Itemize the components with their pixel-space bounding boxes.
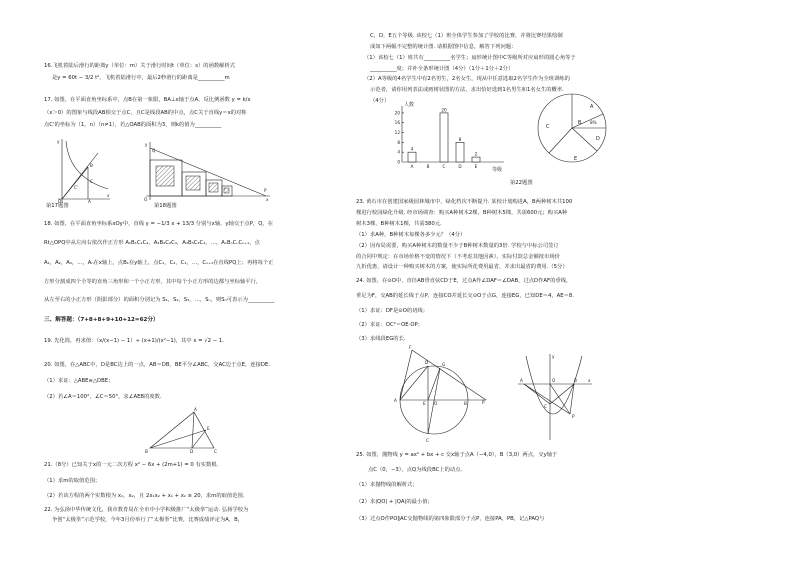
q21-text-1: 21.（8分）已知关于x的一元二次方程 x² − 6x + (2m+1) = 0 有实数根. <box>44 462 219 468</box>
svg-text:A: A <box>88 199 91 203</box>
bar-category-label: E <box>474 164 478 169</box>
pie-label-a: A <box>590 104 594 110</box>
q25-text-2: 点C（0，−3），点Q为线段BC上的动点. <box>368 467 463 473</box>
q23-part-2: （2）因布局需要，购买A种树木的数量不少于B种树木数量的3倍. 学校与中标公司签订 <box>356 243 559 249</box>
bar-chart-ytick: 16 <box>394 120 400 126</box>
bar-chart <box>384 100 508 172</box>
figure-24 <box>392 342 488 444</box>
svg-text:x: x <box>107 193 110 198</box>
q23-text-2: 棵进行校园绿化升级. 经市场调查：购买A种树木2棵，B种树木5棵，共需600元；购买A种 <box>356 210 568 216</box>
svg-text:C: C <box>426 438 429 443</box>
q20-part-1: （1）求证：△ABE≌△DBE； <box>44 378 114 384</box>
svg-text:A: A <box>394 398 397 403</box>
svg-text:A: A <box>520 378 523 383</box>
figure-25 <box>516 352 594 442</box>
bar-data-label: 8 <box>458 136 462 142</box>
q23-text-1: 23. 黄石市在创建国家级园林城市中，绿化档次不断提升. 某校计划购进A，B两种树木共100 <box>356 199 573 205</box>
pie-annotation: 8% <box>590 120 597 125</box>
q18-text-3: A₁，A₂，A₃，…，Aₙ在x轴上，点B₁在y轴上，点C₁，C₂，C₃，…，Cₙ₊₁在直线PQ上；再将每个正 <box>44 260 274 266</box>
figure-17 <box>52 137 112 203</box>
q20-text-1: 20. 如图，在△ABC中，D是BC边上的一点，AB＝DB，BE平分∠ABC，交AC边于点E，连接DE. <box>44 362 271 368</box>
pie-slice-edge <box>572 128 597 151</box>
svg-text:D: D <box>190 449 194 454</box>
q22-part-2: （2）A等级的4名学生中有2名男生，2名女生，现从中任意选取2名学生作为全班训练的 <box>364 76 570 82</box>
svg-text:y: y <box>57 139 60 144</box>
q19-text: 19. 先化简，再求值：（x/(x−1) − 1）÷ (x+1)/(x²−1)，其中 x = √2 − 1. <box>44 338 224 344</box>
figure-20 <box>144 406 220 454</box>
svg-text:O: O <box>552 378 556 383</box>
q18-text-5: 从左至右的小正方形（阴影部分）的面积分别记为 S₁，S₂，S₃，…，Sₙ，则Sₙ可表示为__________ <box>44 297 275 303</box>
svg-text:P: P <box>264 188 267 193</box>
svg-text:B: B <box>145 449 148 454</box>
q23-text-3: 树木3棵，B种树木1棵，共需380元. <box>356 221 442 227</box>
bar-chart-ytick: 4 <box>397 149 400 155</box>
bar-data-label: 2 <box>474 151 478 157</box>
bar-data-label: 20 <box>441 107 447 113</box>
bar-a <box>408 152 416 162</box>
svg-text:P: P <box>482 400 485 405</box>
right-column <box>356 0 760 562</box>
q23-part-1: （1）求A种，B种树木每棵各多少元？（4分） <box>356 232 466 238</box>
q25-part-3: （3）过点O作PO∥AC交抛物线的第四象限部分于点P，连接PA，PB，记△PAQ与 <box>356 516 545 522</box>
svg-text:B: B <box>574 378 577 383</box>
q22-text-4: 成如下两幅不完整的统计图. 请根据图中信息，解答下列问题： <box>370 44 517 50</box>
bar-data-label: 4 <box>410 146 414 152</box>
figure-18 <box>142 140 272 202</box>
q17-text-2: （x＞0）的图象与线段AB相交于点C，且C是线段AB的中点，点C关于直线y＝x的对称 <box>44 110 247 116</box>
q18-text-4: 方形分割成四个全等的直角三角形和一个小正方形，其中每个小正方形的边都与坐标轴平行， <box>44 279 262 285</box>
pie-label-e: E <box>574 156 578 162</box>
q16-text-1: 16.飞机着陆后滑行的距离y（单位：m）关于滑行时间t（单位：s）的函数解析式 <box>44 63 236 69</box>
fig17-caption: 第17题图 <box>46 203 69 209</box>
pie-label-c: C <box>546 124 550 130</box>
bar-d <box>456 142 464 162</box>
q24-part-2: （2）求证：OC²＝OE·OP； <box>356 322 424 328</box>
q21-part-2: （2）若该方程的两个实数根为 x₁，x₂，且 2x₁x₂ + x₁ + x₂ ≥ 20，求m的取值范围. <box>44 493 245 499</box>
q22-text-1: 22. 为弘扬中华传统文化，我市教育局在全市中小学积极推广“太极拳”运动. 弘扬学校为 <box>44 507 249 513</box>
svg-text:x: x <box>588 378 591 383</box>
section-3-heading: 三、解答题：（7+8+8+9+10+12=62分） <box>44 317 159 323</box>
left-column <box>44 0 392 562</box>
svg-text:P: P <box>572 414 575 419</box>
q24-text-2: 垂足为F，交AB的延长线于点P，连接CO并延长交⊙O于点G，连接EG，已知DE＝4，AE＝8. <box>356 293 574 299</box>
fig18-caption: 第18题图 <box>154 203 177 209</box>
q23-part-2c: 九折优惠，请设计一种购买树木的方案，使实际所花费用最省，并求出最省的费用.（5分） <box>356 264 568 270</box>
pie-label-d: D <box>596 136 600 142</box>
q17-text-1: 17. 如图，在平面直角坐标系中，点B在第一象限，BA⊥x轴于点A，反比例函数 y = k/x <box>44 97 251 103</box>
q25-text-1: 25. 如图，抛物线 y = ax² + bx + c 交x轴于点A（−4,0），B（3,0）两点，交y轴于 <box>356 452 558 458</box>
q23-part-2b: 的合同中规定：在市场价格不变的情况下（不考虑其他因素），实际付款总金额按市场价 <box>356 254 560 260</box>
svg-text:Q: Q <box>152 148 156 153</box>
q18-text-2: Rt△OPQ中从左向右依次作正方形 A₁B₁C₁C₂，A₂B₂C₂C₃，A₃B₃C₃C₄，…，AₙBₙCₙCₙ₊₁，点 <box>44 240 260 246</box>
svg-text:D: D <box>425 360 429 365</box>
bar-category-label: B <box>426 164 430 169</box>
bar-chart-ylabel: 人数 <box>404 102 415 108</box>
bar-chart-ytick: 0 <box>397 159 400 165</box>
q20-part-2: （2）若∠A＝100°，∠C＝50°，求∠AEB的度数. <box>44 394 162 400</box>
q24-part-1: （1）求证：DF是⊙O的切线； <box>356 308 429 314</box>
pie-slice-edge <box>572 114 603 128</box>
q24-part-3: （3）求线段EG的长. <box>356 336 406 342</box>
fig22-caption: 第22题图 <box>510 180 533 186</box>
svg-text:B: B <box>464 401 467 406</box>
q22-part-2b: 示范者，请你用列表法或画树状图的方法，求出恰好选到1名男生和1名女生的概率. <box>370 87 564 93</box>
bar-category-label: C <box>442 164 446 169</box>
pie-chart <box>534 84 610 170</box>
svg-text:C: C <box>90 179 93 184</box>
q22-part-1: （1）该校七（1）班共有__________名学生；扇形统计图中C等级所对应扇形的圆心角等于 <box>364 55 576 61</box>
pie-label-b: B <box>578 120 582 126</box>
svg-text:y: y <box>552 354 555 359</box>
q22-text-2: 争创“太极拳”示范学校，今年3月份举行了“太极拳”比赛，比赛成绩评定为A，B， <box>52 517 244 523</box>
q18-text-1: 18. 如图，在平面直角坐标系xOy中，直线 y = −1/3 x + 13/3 分别与x轴、y轴交于点P，Q，在 <box>44 221 273 227</box>
bar-chart-xlabel: 等级 <box>492 167 503 172</box>
pie-slice-edge <box>549 128 572 153</box>
svg-text:C': C' <box>74 185 79 190</box>
svg-text:C: C <box>544 404 547 409</box>
bar-category-label: D <box>458 164 462 169</box>
bar-category-label: A <box>410 164 414 169</box>
q17-text-3: 点C'的坐标为（1，n）（n≠1），若△OAB的面积为3，则k的值为__________ <box>44 122 222 128</box>
svg-text:G: G <box>442 362 446 367</box>
bar-e <box>472 157 480 162</box>
svg-text:A: A <box>194 407 197 412</box>
q16-text-2: 是y = 60t − 3/2 t²，飞机着陆滑行中，最后2秒滑行的距离是__________m <box>52 75 230 81</box>
bar-chart-ytick: 20 <box>394 110 400 116</box>
q22-text-3: C，D，E五个等级. 该校七（1）班全体学生参加了学校的比赛，并将比赛结果绘制 <box>370 33 563 39</box>
svg-text:x: x <box>266 197 269 202</box>
svg-text:O: O <box>434 401 438 406</box>
svg-text:O: O <box>144 197 148 202</box>
q24-text-1: 24. 如图，在⊙O中，直径AB垂直弦CD于E，过点A作∠DAF＝∠DAB，过点D作AF的垂线， <box>356 278 572 284</box>
svg-text:B: B <box>90 163 93 168</box>
svg-text:F: F <box>409 345 412 350</box>
q22-part-1b: __________度；并补全条形统计图（4分）（1分＋1分＋2分） <box>370 66 514 72</box>
bar-chart-ytick: 12 <box>394 130 400 136</box>
q21-part-1: （1）求m的取值范围； <box>44 478 101 484</box>
svg-text:y: y <box>145 142 148 147</box>
q25-part-1: （1）求抛物线的解析式； <box>356 482 418 488</box>
q25-part-2: （2）求|QO| + |QA|的最小值； <box>356 499 433 505</box>
q22-part-2c: （4分） <box>370 98 390 104</box>
bar-c <box>440 113 448 162</box>
svg-text:C: C <box>214 449 217 454</box>
svg-text:E: E <box>423 401 426 406</box>
bar-chart-ytick: 8 <box>397 139 400 145</box>
svg-text:O: O <box>58 199 62 203</box>
svg-text:E: E <box>207 426 210 431</box>
